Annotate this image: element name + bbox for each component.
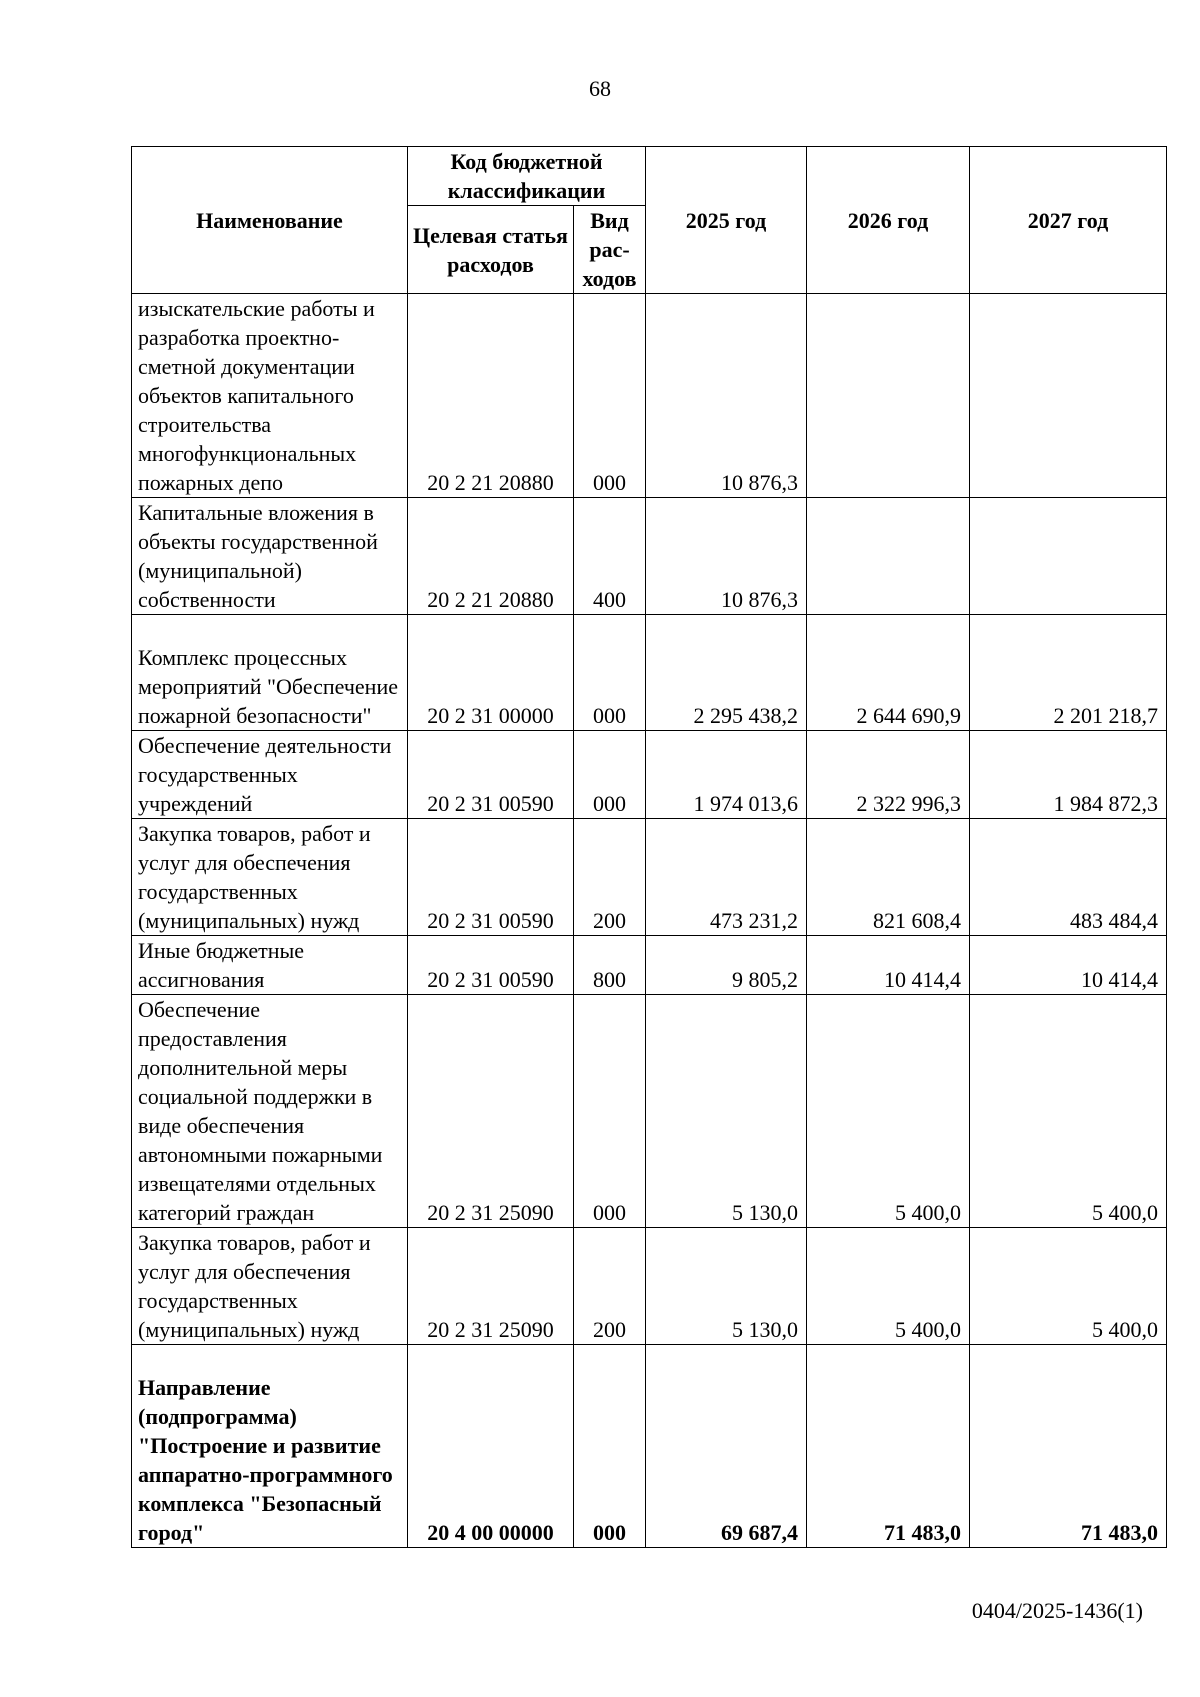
row-kind: 000	[574, 615, 646, 731]
row-name: Обеспечение предоставления дополнительной меры социальной поддержки в виде обеспечения автономными пожарными извещателями отдельных категорий граждан	[132, 995, 408, 1228]
row-code: 20 2 31 00590	[408, 731, 574, 819]
row-kind: 000	[574, 995, 646, 1228]
row-value-2027	[970, 498, 1167, 615]
header-expense-type: Вид рас- ходов	[574, 206, 646, 294]
row-kind: 000	[574, 1345, 646, 1548]
row-code: 20 2 31 00590	[408, 936, 574, 995]
row-value-2027: 10 414,4	[970, 936, 1167, 995]
row-value-2025: 69 687,4	[646, 1345, 807, 1548]
header-classification: Код бюджетной классификации	[408, 147, 646, 206]
row-name: Капитальные вложения в объекты государственной (муниципальной) собственности	[132, 498, 408, 615]
row-name: Закупка товаров, работ и услуг для обеспечения государственных (муниципальных) нужд	[132, 819, 408, 936]
header-2025: 2025 год	[646, 147, 807, 294]
row-value-2026: 71 483,0	[807, 1345, 970, 1548]
row-value-2027: 5 400,0	[970, 1228, 1167, 1345]
row-code: 20 2 31 00000	[408, 615, 574, 731]
table-row	[132, 995, 1167, 1228]
row-value-2026: 2 644 690,9	[807, 615, 970, 731]
row-kind: 000	[574, 294, 646, 498]
row-code: 20 2 21 20880	[408, 294, 574, 498]
table-row	[132, 294, 1167, 498]
row-name: Иные бюджетные ассигнования	[132, 936, 408, 995]
row-name: Обеспечение деятельности государственных учреждений	[132, 731, 408, 819]
row-name: изыскательские работы и разработка проектно-сметной документации объектов капитального строительства многофункциональных пожарных депо	[132, 294, 408, 498]
row-kind: 400	[574, 498, 646, 615]
row-value-2025: 10 876,3	[646, 498, 807, 615]
row-value-2025: 473 231,2	[646, 819, 807, 936]
row-code: 20 4 00 00000	[408, 1345, 574, 1548]
table-row	[132, 1345, 1167, 1548]
row-value-2027	[970, 294, 1167, 498]
row-value-2026	[807, 498, 970, 615]
table-row	[132, 819, 1167, 936]
document-id: 0404/2025-1436(1)	[971, 1598, 1143, 1623]
table-row	[132, 1228, 1167, 1345]
row-value-2027: 483 484,4	[970, 819, 1167, 936]
row-value-2027: 5 400,0	[970, 995, 1167, 1228]
row-value-2026	[807, 294, 970, 498]
row-code: 20 2 31 25090	[408, 1228, 574, 1345]
row-kind: 200	[574, 819, 646, 936]
row-value-2026: 821 608,4	[807, 819, 970, 936]
row-value-2025: 9 805,2	[646, 936, 807, 995]
row-value-2026: 2 322 996,3	[807, 731, 970, 819]
row-value-2027: 71 483,0	[970, 1345, 1167, 1548]
row-code: 20 2 31 00590	[408, 819, 574, 936]
row-value-2026: 5 400,0	[807, 995, 970, 1228]
row-value-2025: 2 295 438,2	[646, 615, 807, 731]
row-value-2027: 1 984 872,3	[970, 731, 1167, 819]
header-2026: 2026 год	[807, 147, 970, 294]
row-code: 20 2 21 20880	[408, 498, 574, 615]
page-number: 68	[589, 76, 611, 101]
row-kind: 800	[574, 936, 646, 995]
row-value-2025: 5 130,0	[646, 995, 807, 1228]
header-target-article: Целевая статья расходов	[408, 206, 574, 294]
row-name: Направление (подпрограмма) "Построение и развитие аппаратно-программного комплекса "Безопасный город"	[132, 1345, 408, 1548]
budget-table	[131, 146, 1167, 1548]
row-value-2026: 5 400,0	[807, 1228, 970, 1345]
table-row	[132, 936, 1167, 995]
table-row	[132, 498, 1167, 615]
row-name: Комплекс процессных мероприятий "Обеспечение пожарной безопасности"	[132, 615, 408, 731]
row-code: 20 2 31 25090	[408, 995, 574, 1228]
row-value-2025: 5 130,0	[646, 1228, 807, 1345]
row-value-2025: 10 876,3	[646, 294, 807, 498]
row-kind: 000	[574, 731, 646, 819]
table-row	[132, 731, 1167, 819]
header-2027: 2027 год	[970, 147, 1167, 294]
header-name: Наименование	[132, 147, 408, 294]
row-value-2026: 10 414,4	[807, 936, 970, 995]
row-name: Закупка товаров, работ и услуг для обеспечения государственных (муниципальных) нужд	[132, 1228, 408, 1345]
row-value-2027: 2 201 218,7	[970, 615, 1167, 731]
row-value-2025: 1 974 013,6	[646, 731, 807, 819]
table-row	[132, 615, 1167, 731]
row-kind: 200	[574, 1228, 646, 1345]
